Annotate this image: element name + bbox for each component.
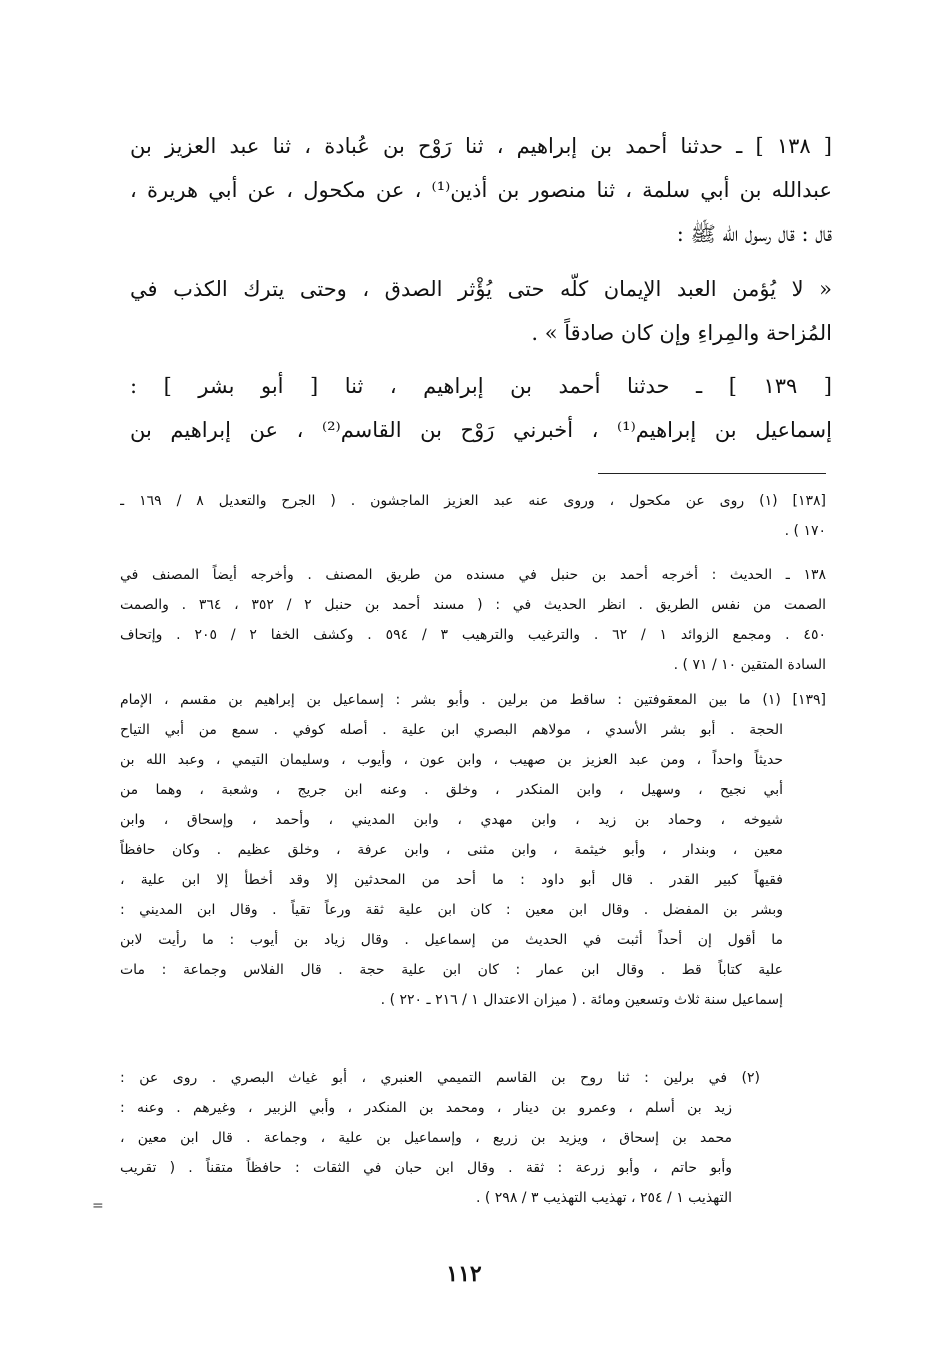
main-text-line: قال : قال رسول الله ﷺ :: [676, 222, 832, 246]
footnote-line: علية كتاباً قط . وقال ابن عمار : كان ابن علية حجة . قال الفلاس وجماعة : مات: [120, 962, 783, 978]
margin-mark: =: [92, 1198, 104, 1214]
main-text-line: عبدالله بن أبي سلمة ، ثنا منصور بن أذين⁽¹⁾ ، عن مكحول ، عن أبي هريرة ،: [130, 178, 832, 202]
footnote-line: ما أقول إن أحداً أثبت في الحديث من إسماعيل . وقال زياد بن أيوب : ما رأيت لابن: [120, 932, 783, 948]
main-text-line: [ ١٣٨ ] ـ حدثنا أحمد بن إبراهيم ، ثنا رَوْح بن عُبادة ، ثنا عبد العزيز بن: [130, 134, 832, 158]
footnote-line: وبشر بن المفضل . وقال ابن معين : كان ابن علية ثقة ورعاً تقياً . وقال ابن المديني :: [120, 902, 783, 918]
footnote-line: وأبو حاتم ، وأبو زرعة : ثقة . وقال ابن حبان في الثقات : حافظاً متقناً . ( تقريب: [120, 1160, 732, 1176]
footnote-line: معين ، وبندار ، وأبو خيثمة ، وابن مثنى ، وابن عرفة ، وخلق عظيم . وكان حافظاً: [120, 842, 783, 858]
footnote-line: إسماعيل سنة ثلاث وتسعين ومائة . ( ميزان الاعتدال ١ / ٢١٦ ـ ٢٢٠ ) .: [380, 992, 783, 1008]
footnote-line: حديثاً واحداً ، ومن عبد العزيز بن صهيب ، وابن عون ، وأيوب ، وسليمان التيمي ، وعبد الله بن: [120, 752, 783, 768]
main-text-line: إسماعيل بن إبراهيم⁽¹⁾ ، أخبرني رَوْح بن القاسم⁽²⁾ ، عن إبراهيم بن: [130, 418, 832, 442]
page-number: ١١٢: [446, 1261, 482, 1287]
main-text-line: « لا يُؤمن العبد الإيمان كلّه حتى يُؤْثر الصدق ، وحتى يترك الكذب في: [130, 277, 832, 301]
footnote-line: شيوخه ، وحماد بن زيد ، وابن مهدي ، وابن المديني ، وأحمد ، وإسحاق ، وابن: [120, 812, 783, 828]
footnote-line: [١٣٩] (١) ما بين المعقوفتين : ساقط من برلين . وأبو بشر : إسماعيل بن إبراهيم بن مقسم ، الإمام: [120, 692, 826, 708]
footnote-line: ١٣٨ ـ الحديث : أخرجه أحمد بن حنبل في مسنده من طريق المصنف . وأخرجه أيضاً المصنف في: [120, 567, 826, 583]
main-text-line: [ ١٣٩ ] ـ حدثنا أحمد بن إبراهيم ، ثنا [ أبو بشر ] :: [130, 374, 832, 398]
footnote-line: فقيهاً كبير القدر . قال أبو داود : ما أحد من المحدثين إلا وقد أخطأ إلا ابن علية ،: [120, 872, 783, 888]
footnote-separator: [598, 473, 826, 474]
footnote-line: زيد بن أسلم ، وعمرو بن دينار ، ومحمد بن المنكدر ، وأبي الزبير ، وغيرهم . وعنه :: [120, 1100, 732, 1116]
main-text-line: المُزاحة والمِراءِ وإن كان صادقاً » .: [531, 321, 832, 345]
footnote-line: محمد بن إسحاق ، ويزيد بن زريع ، وإسماعيل بن علية ، وجماعة . قال ابن معين ،: [120, 1130, 732, 1146]
footnote-line: ١٧٠ ) .: [784, 523, 826, 539]
footnote-line: السادة المتقين ١٠ / ٧١ ) .: [673, 657, 826, 673]
footnote-line: أبي نجيح ، وسهيل ، وابن المنكدر ، وخلق . وعنه ابن جريج ، وشعبة ، وهما من: [120, 782, 783, 798]
footnote-line: ٤٥٠ . ومجمع الزوائد ١ / ٦٢ . والترغيب والترهيب ٣ / ٥٩٤ . وكشف الخفا ٢ / ٢٠٥ . وإتحاف: [120, 627, 826, 643]
footnote-line: التهذيب ١ / ٢٥٤ ، تهذيب التهذيب ٣ / ٢٩٨ ) .: [475, 1190, 732, 1206]
footnote-line: [١٣٨] (١) روى عن مكحول ، وروى عنه عبد العزيز الماجشون . ( الجرح والتعديل ٨ / ١٦٩ ـ: [120, 493, 826, 509]
footnote-line: الحجة . أبو بشر الأسدي ، مولاهم البصري ابن علية . أصله كوفي . سمع من أبي التياح: [120, 722, 783, 738]
footnote-line: (٢) في برلين : ثنا روح بن القاسم التميمي العنبري ، أبو غياث البصري . روى عن :: [120, 1070, 760, 1086]
footnote-line: الصمت من نفس الطريق . انظر الحديث في : ( مسند أحمد بن حنبل ٢ / ٣٥٢ ، ٣٦٤ . والصمت: [120, 597, 826, 613]
